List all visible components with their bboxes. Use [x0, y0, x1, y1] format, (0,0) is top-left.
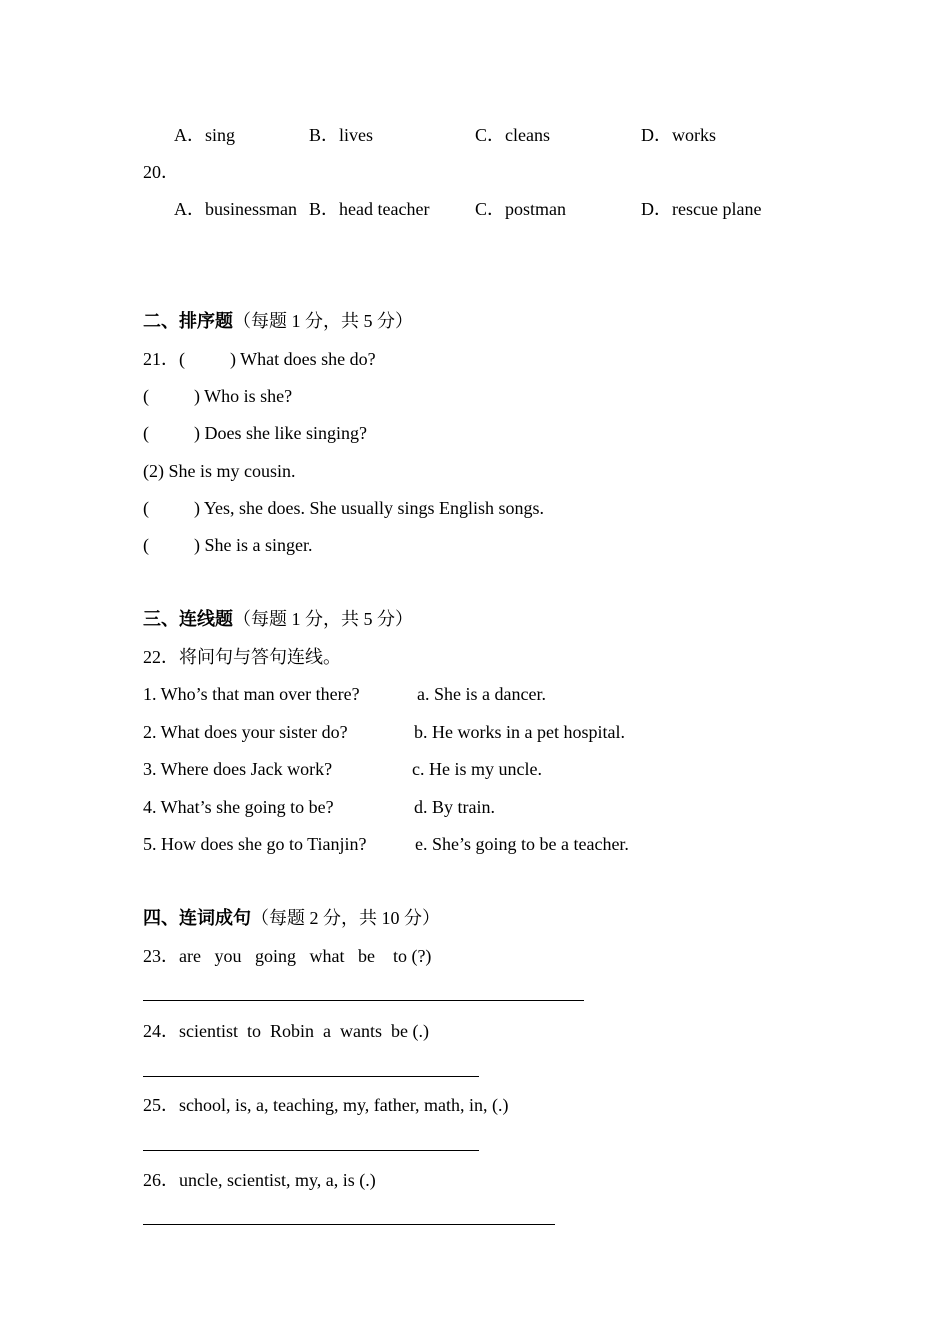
q20-option-a: A．businessman [174, 199, 297, 219]
match-question-5: 5. How does she go to Tianjin? [143, 834, 367, 854]
q26-words: 26．uncle, scientist, my, a, is (.) [143, 1170, 376, 1190]
q25-words: 25．school, is, a, teaching, my, father, math, in, (.) [143, 1095, 509, 1115]
q20-option-d: D．rescue plane [641, 199, 762, 219]
section3-title: 三、连线题 [143, 609, 233, 629]
q23-answer-line[interactable] [143, 1000, 584, 1001]
q24-words: 24．scientist to Robin a wants be (.) [143, 1021, 429, 1041]
q19-option-b: B．lives [309, 125, 374, 145]
q21-line-6: ( ) She is a singer. [143, 535, 313, 555]
section2-heading [143, 310, 413, 332]
section2-title: 二、排序题 [143, 311, 233, 331]
q21-line-1: 21．( ) What does she do? [143, 349, 376, 369]
section3-score: （每题 1 分，共 5 分） [233, 609, 413, 629]
match-answer-d: d. By train. [414, 797, 495, 817]
q21-line-2: ( ) Who is she? [143, 386, 293, 406]
match-answer-e: e. She’s going to be a teacher. [415, 834, 629, 854]
match-answer-c: c. He is my uncle. [412, 759, 542, 779]
section4-score: （每题 2 分，共 10 分） [251, 908, 440, 928]
q23-words: 23．are you going what be to (?) [143, 946, 432, 966]
q19-option-d: D．works [641, 125, 716, 145]
q25-answer-line[interactable] [143, 1150, 479, 1151]
q20-option-b: B．head teacher [309, 199, 430, 219]
match-question-4: 4. What’s she going to be? [143, 797, 334, 817]
match-question-3: 3. Where does Jack work? [143, 759, 333, 779]
section4-heading [143, 907, 440, 929]
match-answer-b: b. He works in a pet hospital. [414, 722, 625, 742]
q22-instruction: 22．将问句与答句连线。 [143, 647, 341, 667]
match-question-2: 2. What does your sister do? [143, 722, 348, 742]
match-question-1: 1. Who’s that man over there? [143, 684, 360, 704]
q21-line-5: ( ) Yes, she does. She usually sings English songs. [143, 498, 545, 518]
section4-title: 四、连词成句 [143, 908, 251, 928]
q19-option-a: A．sing [174, 125, 236, 145]
q21-line-3: ( ) Does she like singing? [143, 423, 367, 443]
q26-answer-line[interactable] [143, 1224, 555, 1225]
match-answer-a: a. She is a dancer. [417, 684, 546, 704]
section2-score: （每题 1 分，共 5 分） [233, 311, 413, 331]
q20-option-c: C．postman [475, 199, 567, 219]
q19-option-c: C．cleans [475, 125, 550, 145]
q21-line-4: (2) She is my cousin. [143, 461, 296, 481]
q20-number: 20． [143, 162, 179, 182]
section3-heading [143, 608, 413, 630]
q24-answer-line[interactable] [143, 1076, 479, 1077]
